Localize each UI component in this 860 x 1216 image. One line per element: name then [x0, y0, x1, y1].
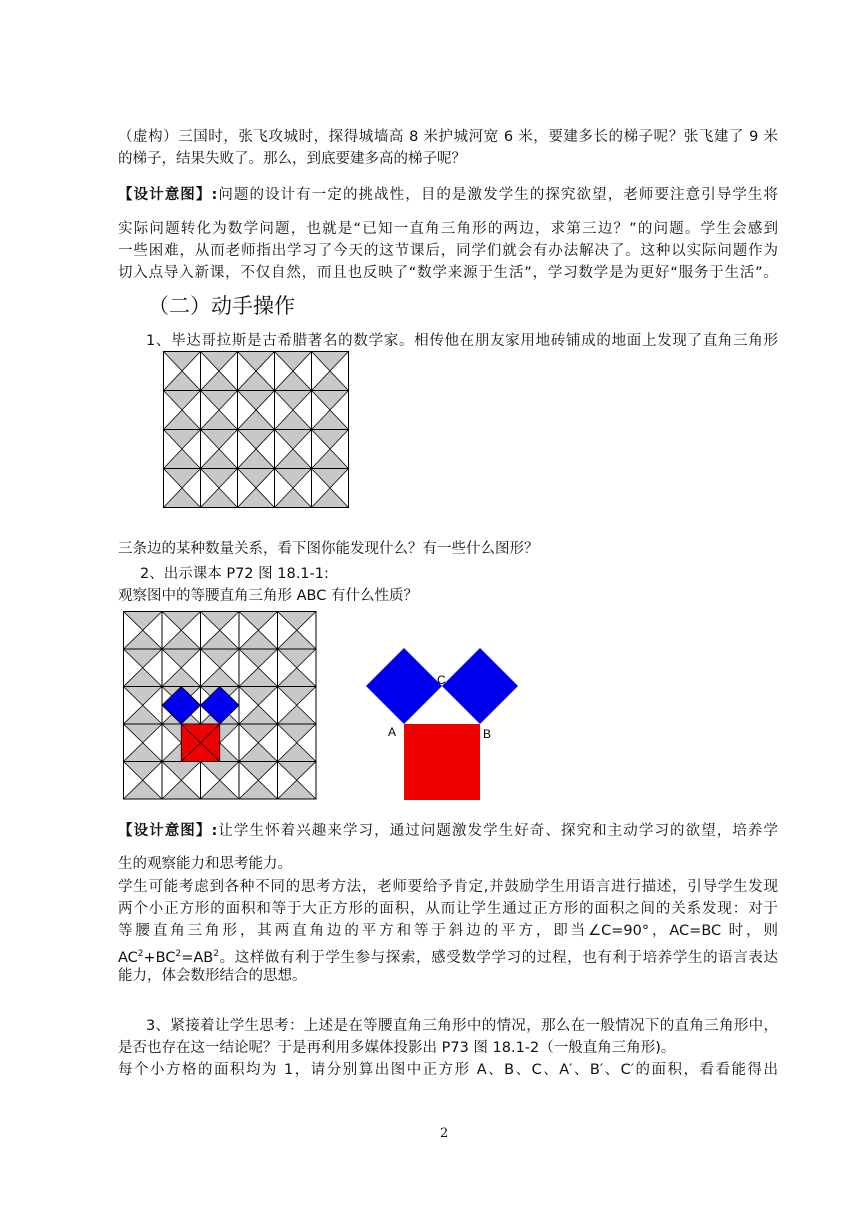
tile-triangle-gray — [275, 391, 312, 411]
tile-triangle-gray — [201, 352, 238, 372]
triangle-squares-figure — [362, 648, 522, 804]
item-3-line-1: 3、紧接着让学生思考：上述是在等腰直角三角形中的情况，那么在一般情况下的直角三角形中， — [146, 1018, 778, 1034]
item-1-line-1: 1、毕达哥拉斯是古希腊著名的数学家。相传他在朋友家用地砖铺成的地面上发现了直角三角形 — [146, 333, 778, 349]
tile-triangle-gray — [239, 649, 278, 668]
tile-triangle-gray — [239, 762, 278, 781]
tile-triangle-gray — [275, 449, 312, 469]
tile-triangle-gray — [275, 371, 312, 391]
pythagorean-formula: $AC^2+BC^2=AB^2$ — [118, 949, 219, 966]
tile-triangle-gray — [124, 743, 163, 762]
tile-triangle-gray — [239, 668, 278, 687]
tile-triangle-gray — [275, 488, 312, 508]
intro-line-2: 的梯子，结果失败了。那么，到底要建多高的梯子呢？ — [118, 151, 466, 167]
tile-triangle-gray — [278, 630, 317, 649]
tile-triangle-gray — [201, 630, 240, 649]
tile-triangle-gray — [238, 469, 275, 489]
floor-tile-highlight-figure — [123, 611, 317, 801]
tile-triangle-gray — [201, 449, 238, 469]
design-intent-1-line-2: 实际问题转化为数学问题，也就是“已知一直角三角形的两边，求第三边？”的问题。学生会感到 — [118, 221, 778, 237]
tile-triangle-gray — [312, 410, 349, 430]
tile-triangle-gray — [275, 469, 312, 489]
design-intent-1-line-1 — [118, 184, 778, 206]
design-intent-2-label: 【设计意图】: — [118, 823, 218, 839]
tile-triangle-gray — [164, 410, 201, 430]
tile-triangle-gray — [162, 612, 201, 631]
item-2-line-1: 2、出示课本 P72 图 18.1-1: — [140, 566, 329, 582]
tile-triangle-gray — [239, 705, 278, 724]
tile-triangle-gray — [239, 724, 278, 743]
vertex-label-b: B — [483, 727, 492, 741]
tile-triangle-gray — [312, 430, 349, 450]
tile-triangle-gray — [124, 724, 163, 743]
tile-triangle-gray — [201, 371, 238, 391]
tile-triangle-gray — [238, 449, 275, 469]
tile-triangle-gray — [312, 469, 349, 489]
tile-triangle-gray — [201, 488, 238, 508]
tile-triangle-gray — [201, 410, 238, 430]
design-intent-label: 【设计意图】: — [118, 187, 218, 203]
tile-triangle-gray — [239, 612, 278, 631]
tile-triangle-gray — [312, 352, 349, 372]
intro-line-1: （虚构）三国时，张飞攻城时，探得城墙高 8 米护城河宽 6 米，要建多长的梯子呢？张飞建了 9 米 — [118, 129, 778, 145]
blue-square-left — [366, 648, 442, 724]
tile-triangle-gray — [164, 371, 201, 391]
blue-square-right — [442, 648, 518, 724]
page-number: 2 — [440, 1126, 449, 1141]
tile-triangle-gray — [124, 705, 163, 724]
tile-triangle-gray — [239, 687, 278, 706]
tile-triangle-gray — [164, 469, 201, 489]
floor-tile-figure — [163, 351, 350, 509]
tile-triangle-gray — [201, 780, 240, 799]
tile-triangle-gray — [162, 762, 201, 781]
tile-triangle-gray — [278, 668, 317, 687]
tile-triangle-gray — [124, 687, 163, 706]
tile-triangle-gray — [278, 612, 317, 631]
tile-triangle-gray — [162, 780, 201, 799]
tile-triangle-gray — [201, 430, 238, 450]
tile-triangle-gray — [201, 612, 240, 631]
tile-triangle-gray — [275, 430, 312, 450]
tile-triangle-gray — [278, 705, 317, 724]
tile-triangle-gray — [124, 780, 163, 799]
tile-triangle-gray — [162, 649, 201, 668]
design-intent-1-line-4: 切入点导入新课，不仅自然，而且也反映了“数学来源于生活”，学习数学是为更好“服务于生活”。 — [118, 265, 778, 281]
item-2-line-2: 观察图中的等腰直角三角形 ABC 有什么性质？ — [118, 588, 418, 604]
item-1-line-2: 三条边的某种数量关系，看下图你能发现什么？有一些什么图形？ — [118, 541, 539, 557]
tile-triangle-gray — [164, 488, 201, 508]
tile-triangle-gray — [201, 391, 238, 411]
tile-triangle-gray — [238, 410, 275, 430]
tile-triangle-gray — [162, 630, 201, 649]
design-intent-2-line-3: 学生可能考虑到各种不同的思考方法，老师要给予肯定,并鼓励学生用语言进行描述，引导学生发现 — [118, 879, 778, 895]
tile-triangle-gray — [164, 352, 201, 372]
tile-triangle-gray — [201, 762, 240, 781]
vertex-label-c: C — [437, 673, 446, 687]
tile-triangle-gray — [239, 780, 278, 799]
tile-triangle-gray — [238, 391, 275, 411]
tile-triangle-gray — [162, 668, 201, 687]
tile-triangle-gray — [275, 352, 312, 372]
tile-triangle-gray — [164, 391, 201, 411]
tile-triangle-gray — [164, 430, 201, 450]
tile-triangle-gray — [278, 743, 317, 762]
item-3-line-2: 是否也存在这一结论呢？于是再利用多媒体投影出 P73 图 18.1-2（一般直角三角形)。 — [118, 1040, 676, 1056]
tile-triangle-gray — [124, 668, 163, 687]
tile-triangle-gray — [278, 762, 317, 781]
tile-triangle-gray — [124, 649, 163, 668]
tile-triangle-gray — [312, 371, 349, 391]
design-intent-text: 问题的设计有一定的挑战性，目的是激发学生的探究欲望，老师要注意引导学生将 — [217, 187, 778, 203]
tile-triangle-gray — [238, 430, 275, 450]
design-intent-1-line-3: 一些困难，从而老师指出学习了今天的这节课后，同学们就会有办法解决了。这种以实际问题作为 — [118, 243, 778, 259]
tile-triangle-gray — [164, 449, 201, 469]
tile-triangle-gray — [238, 488, 275, 508]
tile-triangle-gray — [124, 612, 163, 631]
design-intent-2-line-5: 等腰直角三角形，其两直角边的平方和等于斜边的平方，即当∠C=90°，AC=BC 时，则 — [118, 923, 778, 939]
tile-triangle-gray — [239, 743, 278, 762]
tile-triangle-gray — [278, 780, 317, 799]
tile-triangle-gray — [238, 371, 275, 391]
design-intent-2-text: 让学生怀着兴趣来学习，通过问题激发学生好奇、探究和主动学习的欲望，培养学 — [217, 823, 778, 839]
vertex-label-a: A — [388, 725, 397, 739]
tile-triangle-gray — [124, 762, 163, 781]
design-intent-2-line-4: 两个小正方形的面积和等于大正方形的面积，从而让学生通过正方形的面积之间的关系发现：对于 — [118, 901, 778, 917]
tile-triangle-gray — [201, 668, 240, 687]
tile-triangle-gray — [275, 410, 312, 430]
tile-triangle-gray — [312, 488, 349, 508]
tile-triangle-gray — [201, 469, 238, 489]
design-intent-2-line-7: 能力，体会数形结合的思想。 — [118, 968, 307, 984]
tile-triangle-gray — [201, 649, 240, 668]
design-intent-2-line-6-rest: 。这样做有利于学生参与探索，感受数学学习的过程，也有利于培养学生的语言表达 — [219, 949, 778, 966]
tile-triangle-gray — [278, 687, 317, 706]
tile-triangle-gray — [278, 724, 317, 743]
red-square — [404, 724, 480, 800]
tile-triangle-gray — [124, 630, 163, 649]
design-intent-2-line-2: 生的观察能力和思考能力。 — [118, 856, 292, 872]
tile-triangle-gray — [239, 630, 278, 649]
section-heading: （二）动手操作 — [148, 294, 295, 318]
tile-triangle-gray — [278, 649, 317, 668]
tile-triangle-gray — [312, 449, 349, 469]
design-intent-2-line-1 — [118, 820, 778, 842]
item-3-line-3: 每个小方格的面积均为 1，请分别算出图中正方形 A、B、C、A′、B′、C′的面积，看看能得出 — [118, 1062, 778, 1078]
tile-triangle-gray — [312, 391, 349, 411]
tile-triangle-gray — [238, 352, 275, 372]
